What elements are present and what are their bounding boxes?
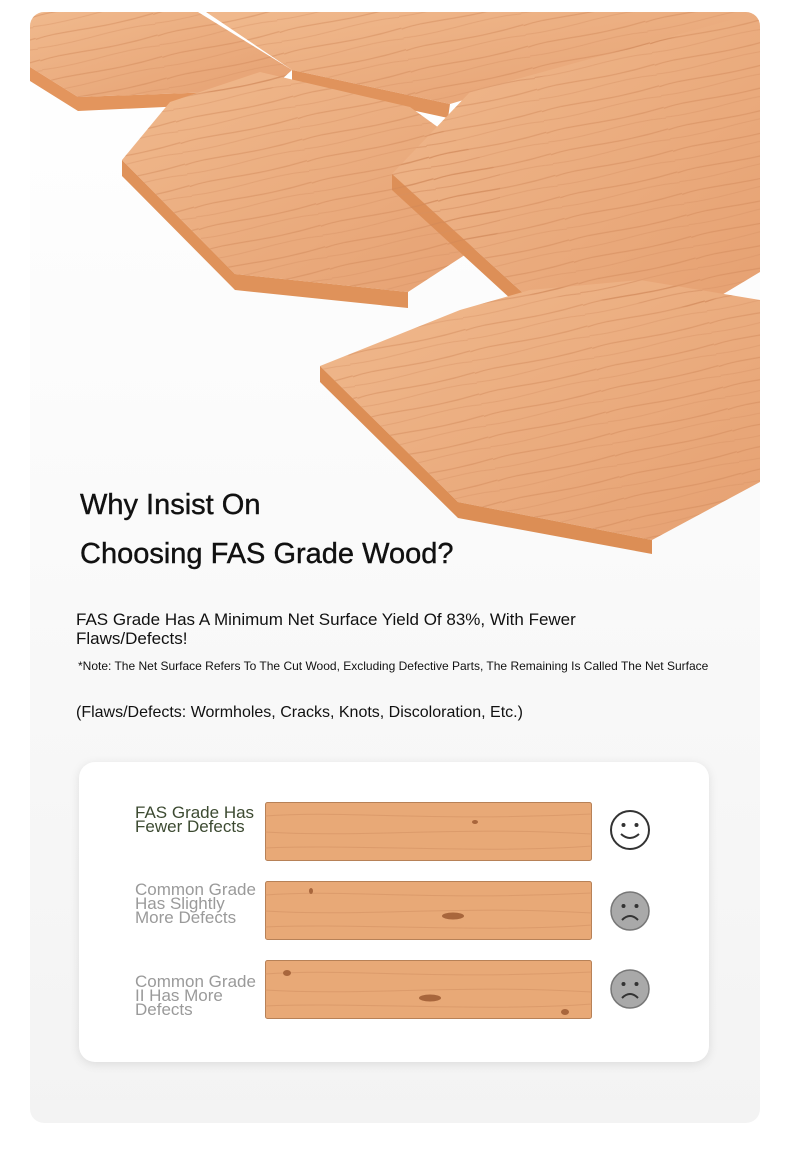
- yield-statement: FAS Grade Has A Minimum Net Surface Yield Of 83%, With Fewer Flaws/Defects!: [76, 610, 576, 648]
- flaws-definition: (Flaws/Defects: Wormholes, Cracks, Knots, Discoloration, Etc.): [76, 704, 523, 721]
- common-grade-board-image: [265, 881, 592, 940]
- sad-face-icon: [609, 890, 651, 932]
- heading-line-1: Why Insist On: [80, 489, 261, 521]
- fas-grade-label: FAS Grade Has Fewer Defects: [135, 803, 255, 836]
- smiley-face-icon: [609, 809, 651, 851]
- wood-boards-hero-image: [30, 12, 760, 572]
- heading-line-2: Choosing FAS Grade Wood?: [80, 538, 454, 570]
- fas-grade-board-image: [265, 802, 592, 861]
- grade-comparison-panel: [79, 762, 709, 1062]
- net-surface-note: *Note: The Net Surface Refers To The Cut Wood, Excluding Defective Parts, The Remaining Is Called The Net Surface: [78, 659, 709, 673]
- common-grade-ii-label: Common Grade II Has More Defects: [135, 972, 256, 1019]
- common-grade-ii-board-image: [265, 960, 592, 1019]
- content-card: [30, 12, 760, 1123]
- sad-face-icon: [609, 968, 651, 1010]
- common-grade-label: Common Grade Has Slightly More Defects: [135, 880, 256, 927]
